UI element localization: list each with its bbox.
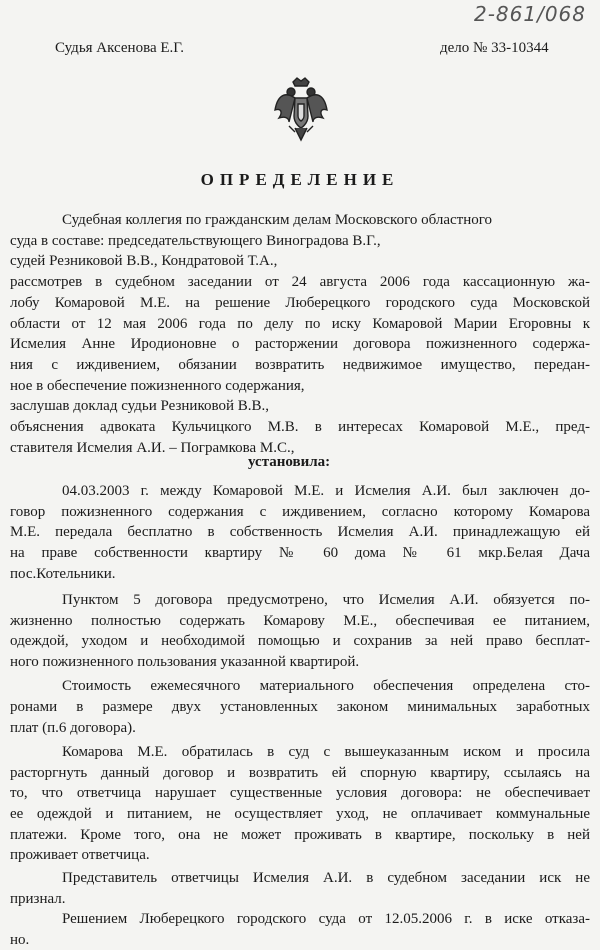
body-line: расторгнуть данный договор и возвратить ей спорную квартиру, ссылаясь на bbox=[10, 764, 590, 781]
body-line: Пунктом 5 договора предусмотрено, что Исмелия А.И. обязуется по- bbox=[62, 591, 590, 608]
body-line: то, что ответчица нарушает существенные условия договора: не обеспечивает bbox=[10, 785, 590, 802]
body-line: проживает ответчица. bbox=[10, 847, 150, 864]
intro-line: ставителя Исмелия А.И. – Пограмкова М.С., bbox=[10, 439, 295, 456]
body-line: одеждой, уходом и необходимой помощью и сохранив за ней право бесплат- bbox=[10, 633, 590, 650]
body-line: ее одеждой и питанием, не осуществляет уход, не оплачивает коммунальные bbox=[10, 806, 590, 822]
body-line: Решением Люберецкого городского суда от 12.05.2006 г. в иске отказа- bbox=[62, 911, 590, 928]
body-line: ронами в размере двух установленных законом минимальных заработных bbox=[10, 698, 590, 715]
body-line: на праве собственности квартиру № 60 дома № 61 мкр.Белая Дача bbox=[10, 545, 590, 561]
intro-line: Исмелия Анне Иродионовне о расторжении договора пожизненного содержа- bbox=[10, 336, 590, 353]
intro-line: объяснения адвоката Кульчицкого М.В. в интересах Комаровой М.Е., пред- bbox=[10, 419, 590, 435]
body-line: 04.03.2003 г. между Комаровой М.Е. и Исмелия А.И. был заключен до- bbox=[62, 482, 590, 499]
intro-line: области от 12 мая 2006 года по делу по иску Комаровой Марии Егоровны к bbox=[10, 315, 590, 332]
intro-line: судей Резниковой В.В., Кондратовой Т.А., bbox=[10, 253, 278, 270]
body-line: платежи. Кроме того, она не может проживать в квартире, поскольку в ней bbox=[10, 826, 590, 843]
document-title: ОПРЕДЕЛЕНИЕ bbox=[200, 170, 400, 189]
body-line: жизненно полностью содержать Комарову М.Е., обеспечивая ее питанием, bbox=[10, 612, 590, 629]
coat-of-arms-icon bbox=[273, 76, 329, 144]
body-line: говор пожизненного содержания с иждивением, согласно которому Комарова bbox=[10, 503, 590, 520]
case-number: дело № 33-10344 bbox=[440, 40, 549, 56]
intro-line: ния с иждивением, обязании возвратить недвижимое имущество, передан- bbox=[10, 356, 590, 373]
section-heading: установила: bbox=[248, 454, 331, 471]
judge-name: Судья Аксенова Е.Г. bbox=[55, 40, 185, 56]
intro-line: заслушав доклад судьи Резниковой В.В., bbox=[10, 398, 269, 415]
intro-line: ное в обеспечение пожизненного содержания, bbox=[10, 377, 305, 394]
body-line: пос.Котельники. bbox=[10, 565, 116, 582]
handwritten-case-stamp: 2-861/068 bbox=[473, 2, 586, 26]
body-line: ного пожизненного пользования указанной квартирой. bbox=[10, 653, 360, 670]
body-line: Комарова М.Е. обратилась в суд с вышеуказанным иском и просила bbox=[62, 743, 590, 760]
intro-line: лобу Комаровой М.Е. на решение Люберецкого городского суда Московской bbox=[10, 294, 590, 311]
body-line: М.Е. передала бесплатно в собственность Исмелия А.И. принадлежащую ей bbox=[10, 524, 590, 541]
intro-line: суда в составе: председательствующего Виноградова В.Г., bbox=[10, 232, 381, 249]
body-line: но. bbox=[10, 932, 30, 948]
body-line: плат (п.6 договора). bbox=[10, 719, 136, 736]
body-line: Представитель ответчицы Исмелия А.И. в судебном заседании иск не bbox=[62, 869, 590, 886]
intro-line: Судебная коллегия по гражданским делам Московского областного bbox=[62, 212, 493, 228]
body-line: Стоимость ежемесячного материального обеспечения определена сто- bbox=[62, 678, 590, 695]
body-line: признал. bbox=[10, 890, 66, 907]
intro-line: рассмотрев в судебном заседании от 24 августа 2006 года кассационную жа- bbox=[10, 274, 590, 291]
